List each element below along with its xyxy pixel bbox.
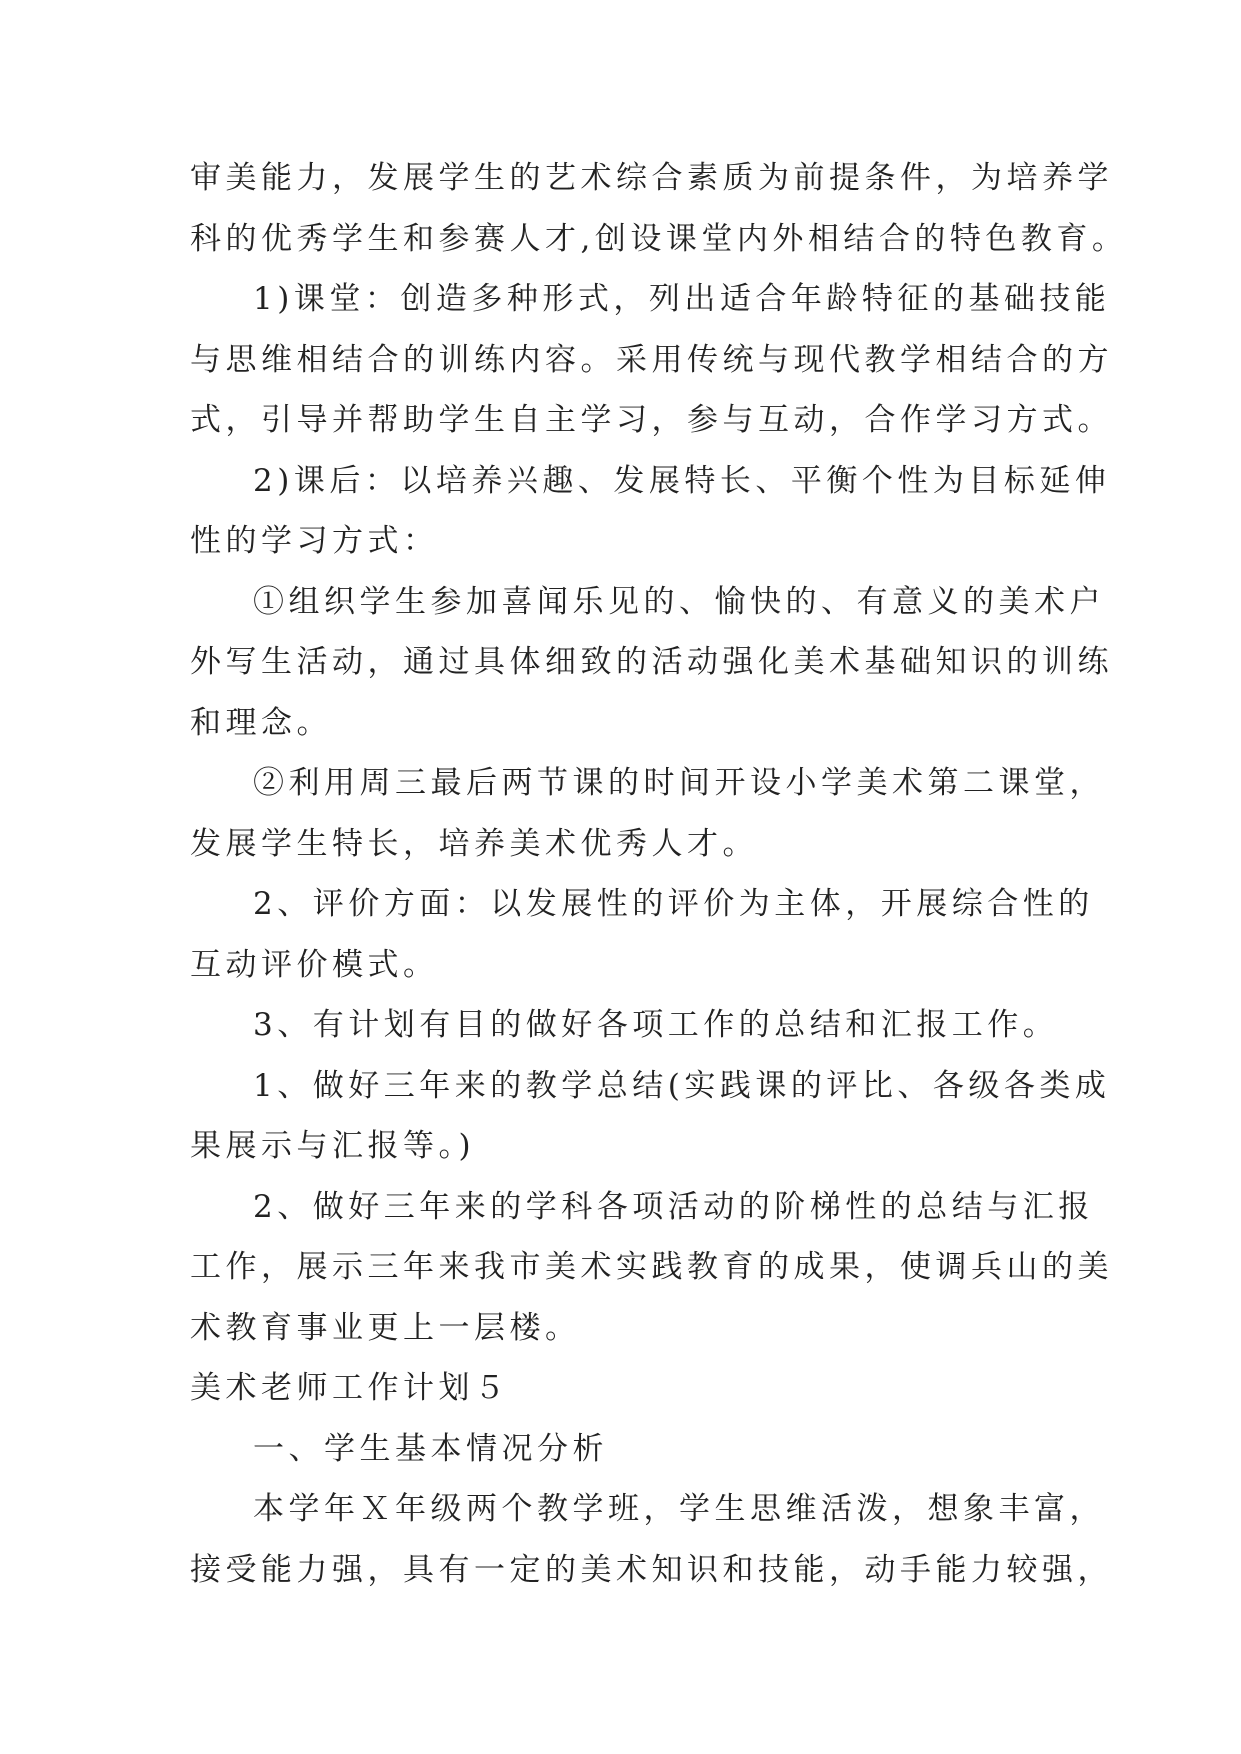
- text-line: 1、做好三年来的教学总结(实践课的评比、各级各类成: [253, 1068, 1111, 1104]
- text-line: 外写生活动，通过具体细致的活动强化美术基础知识的训练: [190, 644, 1113, 680]
- text-line: 2、做好三年来的学科各项活动的阶梯性的总结与汇报: [253, 1189, 1094, 1225]
- text-line: 果展示与汇报等。): [190, 1128, 476, 1164]
- subsection-heading: 一、学生基本情况分析: [253, 1431, 608, 1467]
- text-line: 审美能力，发展学生的艺术综合素质为前提条件，为培养学: [190, 160, 1113, 196]
- text-line: 与思维相结合的训练内容。采用传统与现代教学相结合的方: [190, 342, 1113, 378]
- text-line: 和理念。: [190, 705, 332, 741]
- text-line: 2、评价方面：以发展性的评价为主体，开展综合性的: [253, 886, 1094, 922]
- text-line: 性的学习方式：: [190, 523, 439, 559]
- text-line: 发展学生特长，培养美术优秀人才。: [190, 826, 758, 862]
- text-line: 接受能力强，具有一定的美术知识和技能，动手能力较强，: [190, 1552, 1113, 1588]
- text-line: 本学年Ｘ年级两个教学班，学生思维活泼，想象丰富，: [253, 1491, 1105, 1527]
- text-line: 式，引导并帮助学生自主学习，参与互动，合作学习方式。: [190, 402, 1113, 438]
- text-line: 互动评价模式。: [190, 947, 439, 983]
- text-line: 工作，展示三年来我市美术实践教育的成果，使调兵山的美: [190, 1249, 1113, 1285]
- text-line: ①组织学生参加喜闻乐见的、愉快的、有意义的美术户: [253, 584, 1105, 620]
- text-line: 科的优秀学生和参赛人才,创设课堂内外相结合的特色教育。: [190, 221, 1128, 257]
- section-heading: 美术老师工作计划５: [190, 1370, 510, 1406]
- text-line: 术教育事业更上一层楼。: [190, 1310, 581, 1346]
- text-line: ②利用周三最后两节课的时间开设小学美术第二课堂，: [253, 765, 1105, 801]
- text-line: 1)课堂：创造多种形式，列出适合年龄特征的基础技能: [253, 281, 1111, 317]
- text-line: 3、有计划有目的做好各项工作的总结和汇报工作。: [253, 1007, 1059, 1043]
- text-line: 2)课后：以培养兴趣、发展特长、平衡个性为目标延伸: [253, 463, 1111, 499]
